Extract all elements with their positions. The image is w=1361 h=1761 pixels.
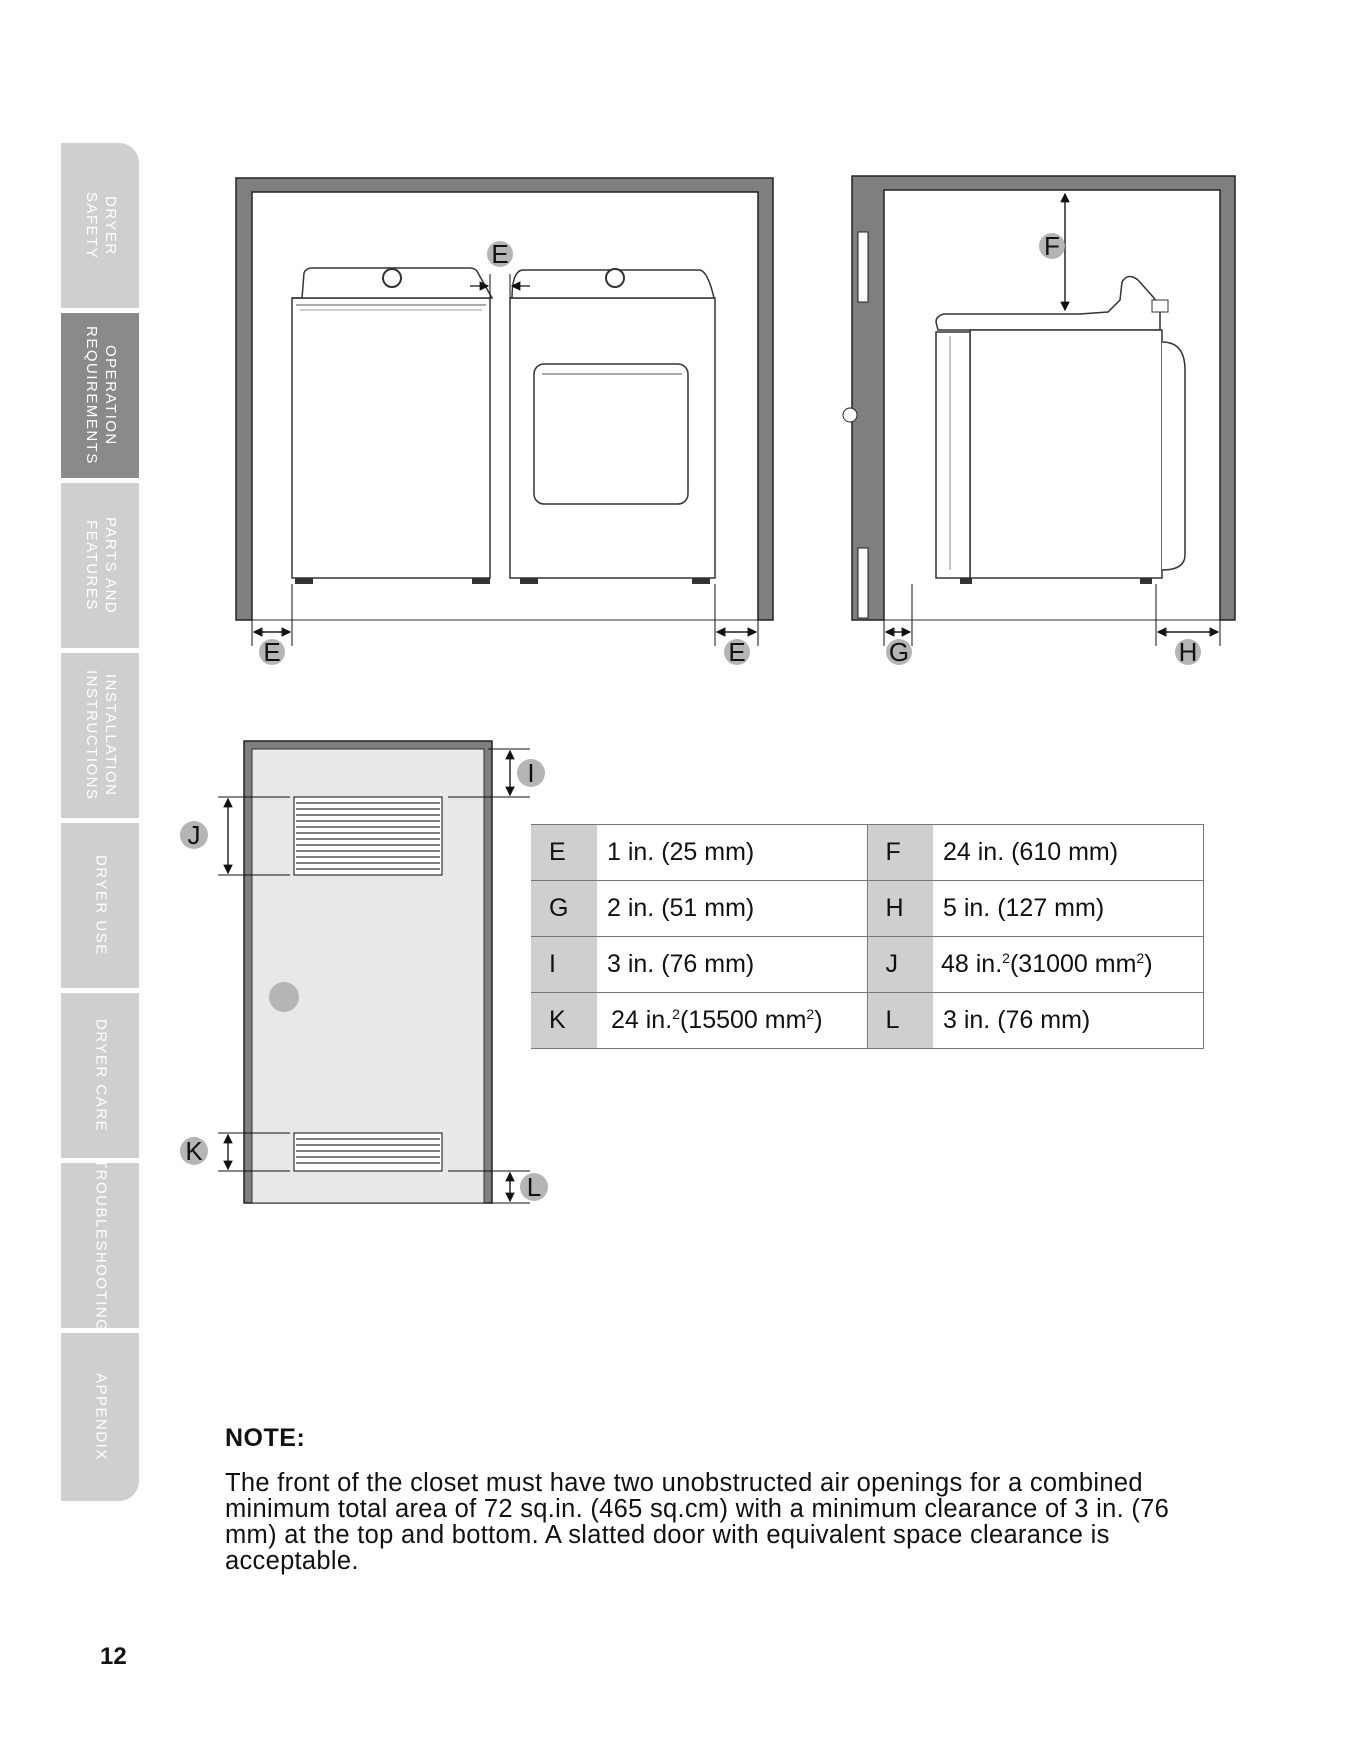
tab-parts-and-features[interactable] [61, 483, 139, 651]
label-e-top: E [491, 239, 509, 269]
table-key: E [531, 825, 597, 881]
label-j: J [187, 820, 201, 850]
note-title: NOTE: [225, 1424, 306, 1452]
label-f: F [1044, 231, 1060, 261]
superscript: 2 [1136, 950, 1145, 966]
table-row [531, 881, 1203, 937]
tab-label: DRYER USE [92, 855, 110, 956]
top-vent-icon [294, 797, 442, 875]
table-value: 3 in. (76 mm) [933, 993, 1203, 1049]
table-value [597, 993, 867, 1049]
table-value: 3 in. (76 mm) [597, 937, 867, 993]
value-part: ) [814, 1006, 823, 1034]
tab-dryer-safety[interactable] [61, 143, 139, 311]
table-value: 5 in. (127 mm) [933, 881, 1203, 937]
label-e-left: E [263, 637, 281, 667]
label-h: H [1178, 637, 1198, 667]
bottom-vent-icon [294, 1133, 442, 1171]
table-key: G [531, 881, 597, 937]
tab-dryer-use[interactable] [61, 823, 139, 991]
table-key: F [867, 825, 933, 881]
door-knob [269, 982, 299, 1012]
superscript: 2 [1002, 950, 1010, 966]
value-part: ) [1144, 950, 1153, 978]
table-key: J [867, 937, 933, 993]
table-row [531, 937, 1203, 993]
tab-appendix[interactable] [61, 1333, 139, 1501]
tab-label: TROUBLESHOOTING [92, 1158, 110, 1333]
dryer-side-icon [936, 276, 1185, 584]
page-number: 12 [100, 1643, 127, 1670]
table-value: 1 in. (25 mm) [597, 825, 867, 881]
table-value [933, 937, 1203, 993]
side-view-diagram [840, 170, 1250, 670]
tab-label: OPERATION REQUIREMENTS [83, 326, 119, 465]
value-part: 24 in. [611, 1006, 673, 1034]
clearance-table [531, 824, 1204, 1049]
superscript: 2 [806, 1006, 815, 1022]
tab-label: PARTS AND FEATURES [83, 516, 119, 615]
closet-door-diagram [170, 735, 560, 1215]
value-part: (31000 mm [1009, 950, 1137, 978]
table-key: H [867, 881, 933, 937]
table-key: I [531, 937, 597, 993]
front-view-diagram [230, 170, 780, 670]
label-k: K [185, 1136, 203, 1166]
label-e-right: E [728, 637, 746, 667]
label-g: G [888, 637, 910, 667]
table-row [531, 825, 1203, 881]
washer-icon [292, 268, 492, 584]
tab-dryer-care[interactable] [61, 993, 139, 1161]
tab-label: INSTALLATION INSTRUCTIONS [83, 670, 119, 801]
side-tabs [61, 143, 139, 1501]
note-body: The front of the closet must have two unobstructed air openings for a combined minimum total area of 72 sq.in. (465 sq.cm) with a minimum clearance of 3 in. (76 mm) at the top and bottom. A slatted door with equivalent space clearance is acceptable. [225, 1469, 1170, 1575]
dryer-icon [510, 269, 715, 584]
superscript: 2 [672, 1006, 680, 1022]
table-key: L [867, 993, 933, 1049]
value-part: (15500 mm [679, 1006, 807, 1034]
tab-operation-requirements[interactable] [61, 313, 139, 481]
tab-label: DRYER CARE [92, 1018, 110, 1133]
table-row [531, 993, 1203, 1049]
table-value: 2 in. (51 mm) [597, 881, 867, 937]
label-i: I [527, 758, 535, 788]
tab-installation-instructions[interactable] [61, 653, 139, 821]
table-value: 24 in. (610 mm) [933, 825, 1203, 881]
tab-label: APPENDIX [92, 1373, 110, 1461]
tab-label: DRYER SAFETY [83, 191, 119, 260]
table-key: K [531, 993, 597, 1049]
value-part: 48 in. [941, 950, 1003, 978]
tab-troubleshooting[interactable] [61, 1158, 139, 1333]
label-l: L [526, 1172, 542, 1202]
